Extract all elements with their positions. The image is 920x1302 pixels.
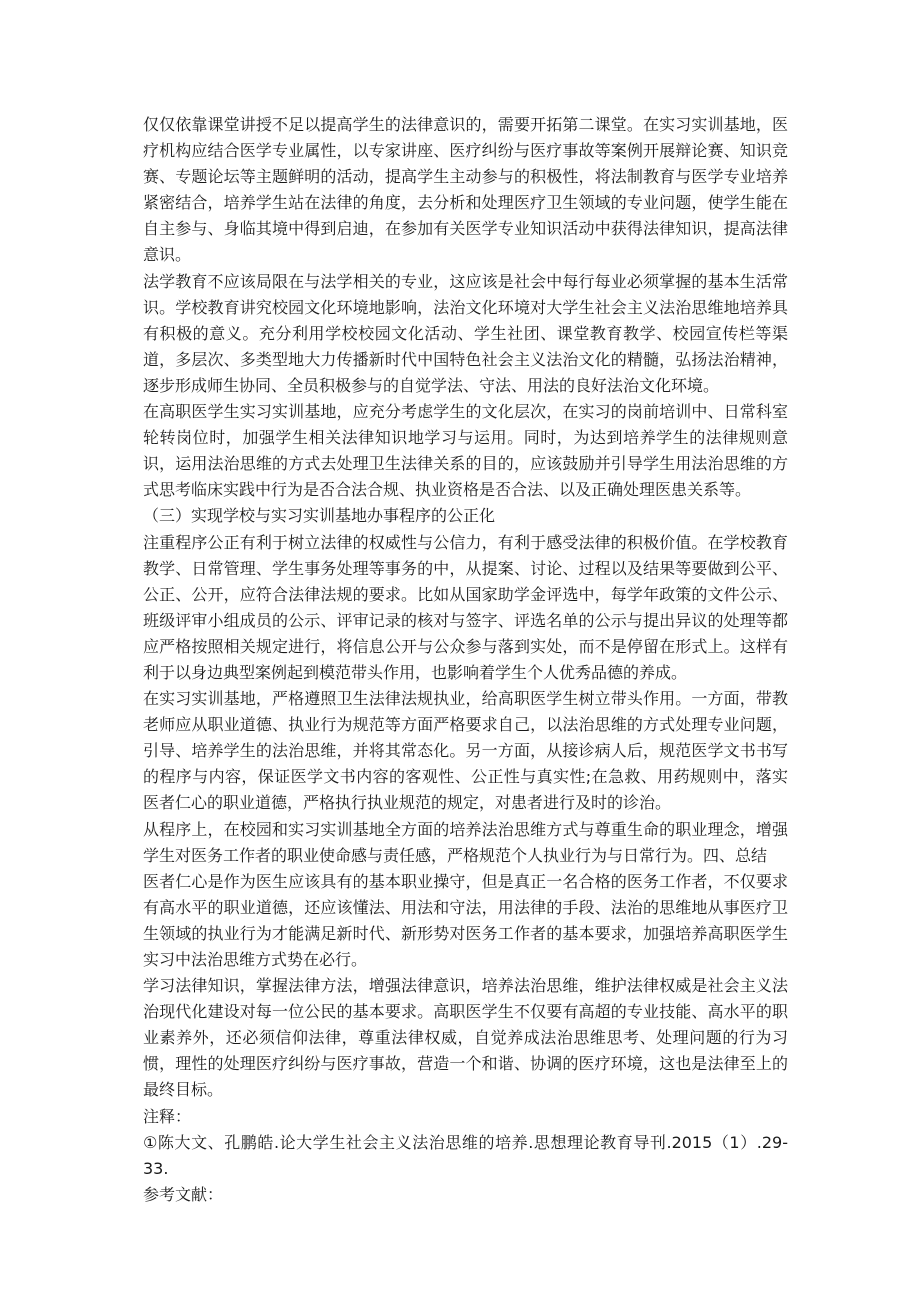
paragraph-practice-base: 在实习实训基地，严格遵照卫生法律法规执业，给高职医学生树立带头作用。一方面，带教老师应从职业道德、执业行为规范等方面严格要求自己，以法治思维的方式处理专业问题，引导、培养学生的法治思维，并将其常态化。另一方面，从接诊病人后，规范医学文书书写的程序与内容，保证医学文书内容的客观性、公正性与真实性;在急救、用药规则中，落实医者仁心的职业道德，严格执行执业规范的规定，对患者进行及时的诊治。 xyxy=(143,689,788,813)
paragraph-conclusion: 学习法律知识，掌握法律方法，增强法律意识，培养法治思维，维护法律权威是社会主义法治现代化建设对每一位公民的基本要求。高职医学生不仅要有高超的专业技能、高水平的职业素养外，还必须信仰法律，尊重法律权威，自觉养成法治思维思考、处理问题的行为习惯，理性的处理医疗纠纷与医疗事故，营造一个和谐、协调的医疗环境，这也是法律至上的最终目标。 xyxy=(143,976,788,1100)
section-heading: （三）实现学校与实习实训基地办事程序的公正化 xyxy=(143,506,496,526)
paragraph-procedural-justice: 注重程序公正有利于树立法律的权威性与公信力，有利于感受法律的积极价值。在学校教育教学、日常管理、学生事务处理等事务的中，从提案、讨论、过程以及结果等要做到公平、公正、公开，应符合法律法规的要求。比如从国家助学金评选中，每学年政策的文件公示、班级评审小组成员的公示、评审记录的核对与签字、评选名单的公示与提出异议的处理等都应严格按照相关规定进行，将信息公开与公众参与落到实处，而不是停留在形式上。这样有利于以身边典型案例起到模范带头作用，也影响着学生个人优秀品德的养成。 xyxy=(143,532,788,682)
document-body xyxy=(143,112,788,1208)
paragraph-second-classroom: 仅仅依靠课堂讲授不足以提高学生的法律意识的，需要开拓第二课堂。在实习实训基地，医疗机构应结合医学专业属性，以专家讲座、医疗纠纷与医疗事故等案例开展辩论赛、知识竞赛、专题论坛等主题鲜明的活动，提高学生主动参与的积极性，将法制教育与医学专业培养紧密结合，培养学生站在法律的角度，去分析和处理医疗卫生领域的专业问题，使学生能在自主参与、身临其境中得到启迪，在参加有关医学专业知识活动中获得法律知识，提高法律意识。 xyxy=(143,115,788,265)
paragraph-internship-training: 在高职医学生实习实训基地，应充分考虑学生的文化层次，在实习的岗前培训中、日常科室轮转岗位时，加强学生相关法律知识地学习与运用。同时，为达到培养学生的法律规则意识，运用法治思维的方式去处理卫生法律关系的目的，应该鼓励并引导学生用法治思维的方式思考临床实践中行为是否合法合规、执业资格是否合法、以及正确处理医患关系等。 xyxy=(143,402,788,500)
paragraph-procedure-summary: 从程序上，在校园和实习实训基地全方面的培养法治思维方式与尊重生命的职业理念，增强学生对医务工作者的职业使命感与责任感，严格规范个人执业行为与日常行为。四、总结 xyxy=(143,819,788,865)
notes-label: 注释： xyxy=(143,1106,192,1126)
paragraph-medical-ethics: 医者仁心是作为医生应该具有的基本职业操守，但是真正一名合格的医务工作者，不仅要求有高水平的职业道德，还应该懂法、用法和守法，用法律的手段、法治的思维地从事医疗卫生领域的执业行为才能满足新时代、新形势对医务工作者的基本要求，加强培养高职医学生实习中法治思维方式势在必行。 xyxy=(143,871,788,969)
footnote-1: ①陈大文、孔鹏皓.论大学生社会主义法治思维的培养.思想理论教育导刊.2015（1）.29-33. xyxy=(143,1132,788,1178)
references-label: 参考文献： xyxy=(143,1184,224,1204)
paragraph-campus-culture: 法学教育不应该局限在与法学相关的专业，这应该是社会中每行每业必须掌握的基本生活常识。学校教育讲究校园文化环境地影响，法治文化环境对大学生社会主义法治思维地培养具有积极的意义。充分利用学校校园文化活动、学生社团、课堂教育教学、校园宣传栏等渠道，多层次、多类型地大力传播新时代中国特色社会主义法治文化的精髓，弘扬法治精神，逐步形成师生协同、全员积极参与的自觉学法、守法、用法的良好法治文化环境。 xyxy=(143,271,788,395)
